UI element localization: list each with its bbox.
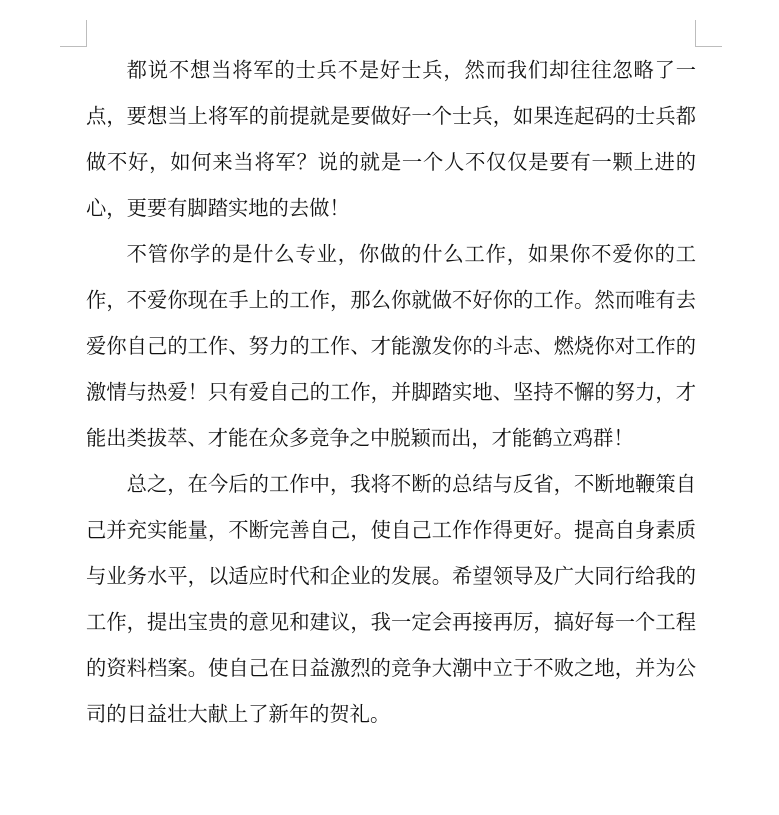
paragraph-1[interactable]: 都说不想当将军的士兵不是好士兵，然而我们却往往忽略了一点，要想当上将军的前提就是要做好一个士兵，如果连起码的士兵都做不好，如何来当将军？说的就是一个人不仅仅是要有一颗上进的心，更要有脚踏实地的去做！ (86, 58, 696, 220)
top-left-margin-mark (60, 20, 87, 47)
top-right-margin-mark (695, 20, 722, 47)
paragraph-2[interactable]: 不管你学的是什么专业，你做的什么工作，如果你不爱你的工作，不爱你现在手上的工作，那么你就做不好你的工作。然而唯有去爱你自己的工作、努力的工作、才能激发你的斗志、燃烧你对工作的激情与热爱！只有爱自己的工作，并脚踏实地、坚持不懈的努力，才能出类拔萃、才能在众多竞争之中脱颖而出，才能鹤立鸡群！ (86, 242, 696, 450)
paragraph-3[interactable]: 总之，在今后的工作中，我将不断的总结与反省，不断地鞭策自己并充实能量，不断完善自己，使自己工作作得更好。提高自身素质与业务水平，以适应时代和企业的发展。希望领导及广大同行给我的工作，提出宝贵的意见和建议，我一定会再接再厉，搞好每一个工程的资料档案。使自己在日益激烈的竞争大潮中立于不败之地，并为公司的日益壮大献上了新年的贺礼。 (86, 472, 696, 726)
document-body[interactable] (86, 47, 696, 737)
